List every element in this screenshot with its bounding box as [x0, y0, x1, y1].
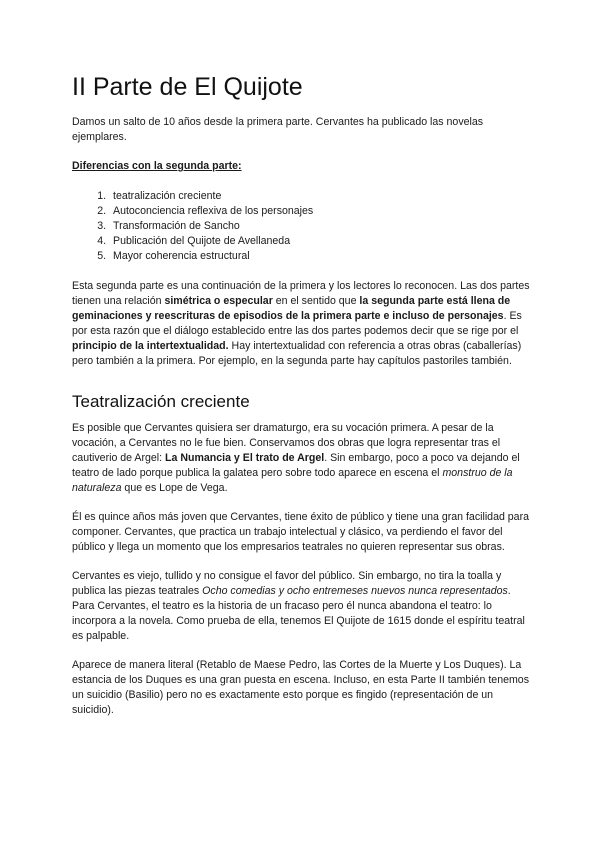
text-run: . Es por esta razón que el diálogo establecido entre las dos partes podemos decir que se rige por el: [72, 310, 522, 337]
page-title: II Parte de El Quijote: [72, 73, 303, 101]
intro-paragraph: Damos un salto de 10 años desde la primera parte. Cervantes ha publicado las novelas ejemplares.: [72, 116, 484, 143]
paragraph-2: Él es quince años más joven que Cervantes, tiene éxito de público y tiene una gran facilidad para componer. Cervantes, que practica un trabajo intelectual y clásico, va perdiendo el favor del público y llega un momento que los empresarios teatrales no quieren representar sus obras.: [72, 511, 529, 553]
paragraph-1: [72, 421, 532, 496]
differences-list: [72, 189, 532, 264]
list-item: 2. Autoconciencia reflexiva de los personajes: [109, 204, 532, 219]
text-run: en el sentido que: [272, 295, 360, 307]
list-item: 1. teatralización creciente: [109, 189, 532, 204]
bold-run: La Numancia y El trato de Argel: [165, 452, 325, 464]
list-item: 3. Transformación de Sancho: [109, 219, 532, 234]
italic-run: Ocho comedias y ocho entremeses nuevos nunca representados: [202, 585, 508, 597]
differences-heading: Diferencias con la segunda parte:: [72, 160, 242, 172]
bold-run: la segunda parte está llena de geminaciones y reescrituras de episodios de la primera parte e incluso de personajes: [72, 295, 511, 322]
text-run: . Sin embargo, poco a poco va dejando el teatro de lado porque publica la galatea pero sobre todo aparece en escena el: [72, 452, 520, 479]
text-run: Es posible que Cervantes quisiera ser dramaturgo, era su vocación primera. A pesar de la vocación, a Cervantes no le fue bien. Conservamos dos obras que logra representar tras el cautiverio de Argel:: [72, 422, 501, 464]
list-item: 4. Publicación del Quijote de Avellaneda: [109, 234, 532, 249]
text-run: que es Lope de Vega.: [121, 482, 228, 494]
italic-run: monstruo de la naturaleza: [72, 467, 513, 494]
text-run: Hay intertextualidad con referencia a otras obras (caballerías) pero también a la primera. Por ejemplo, en la segunda parte hay capítulos pastoriles también.: [72, 340, 522, 367]
list-item: 5. Mayor coherencia estructural: [109, 249, 532, 264]
text-run: Cervantes es viejo, tullido y no consigue el favor del público. Sin embargo, no tira la toalla y publica las piezas teatrales: [72, 570, 502, 597]
text-run: Esta segunda parte es una continuación de la primera y los lectores lo reconocen. Las dos partes tienen una relación: [72, 280, 530, 307]
bold-run: simétrica o especular: [164, 295, 273, 307]
section-heading: Teatralización creciente: [72, 392, 250, 411]
document-page: [72, 72, 532, 718]
bold-run: principio de la intertextualidad.: [72, 340, 229, 352]
paragraph-4: Aparece de manera literal (Retablo de Maese Pedro, las Cortes de la Muerte y Los Duques). La estancia de los Duques es una gran puesta en escena. Incluso, en esta Parte II también tenemos un suicidio (Basilio) pero no es exactamente esto porque es fingido (representación de un suicidio).: [72, 659, 529, 716]
text-run: . Para Cervantes, el teatro es la historia de un fracaso pero él nunca abandona el teatro: lo incorpora a la novela. Como prueba de ella, tenemos El Quijote de 1615 donde el espíritu teatral es palpable.: [72, 585, 525, 642]
paragraph-3: [72, 569, 532, 644]
continuation-paragraph: [72, 279, 532, 369]
